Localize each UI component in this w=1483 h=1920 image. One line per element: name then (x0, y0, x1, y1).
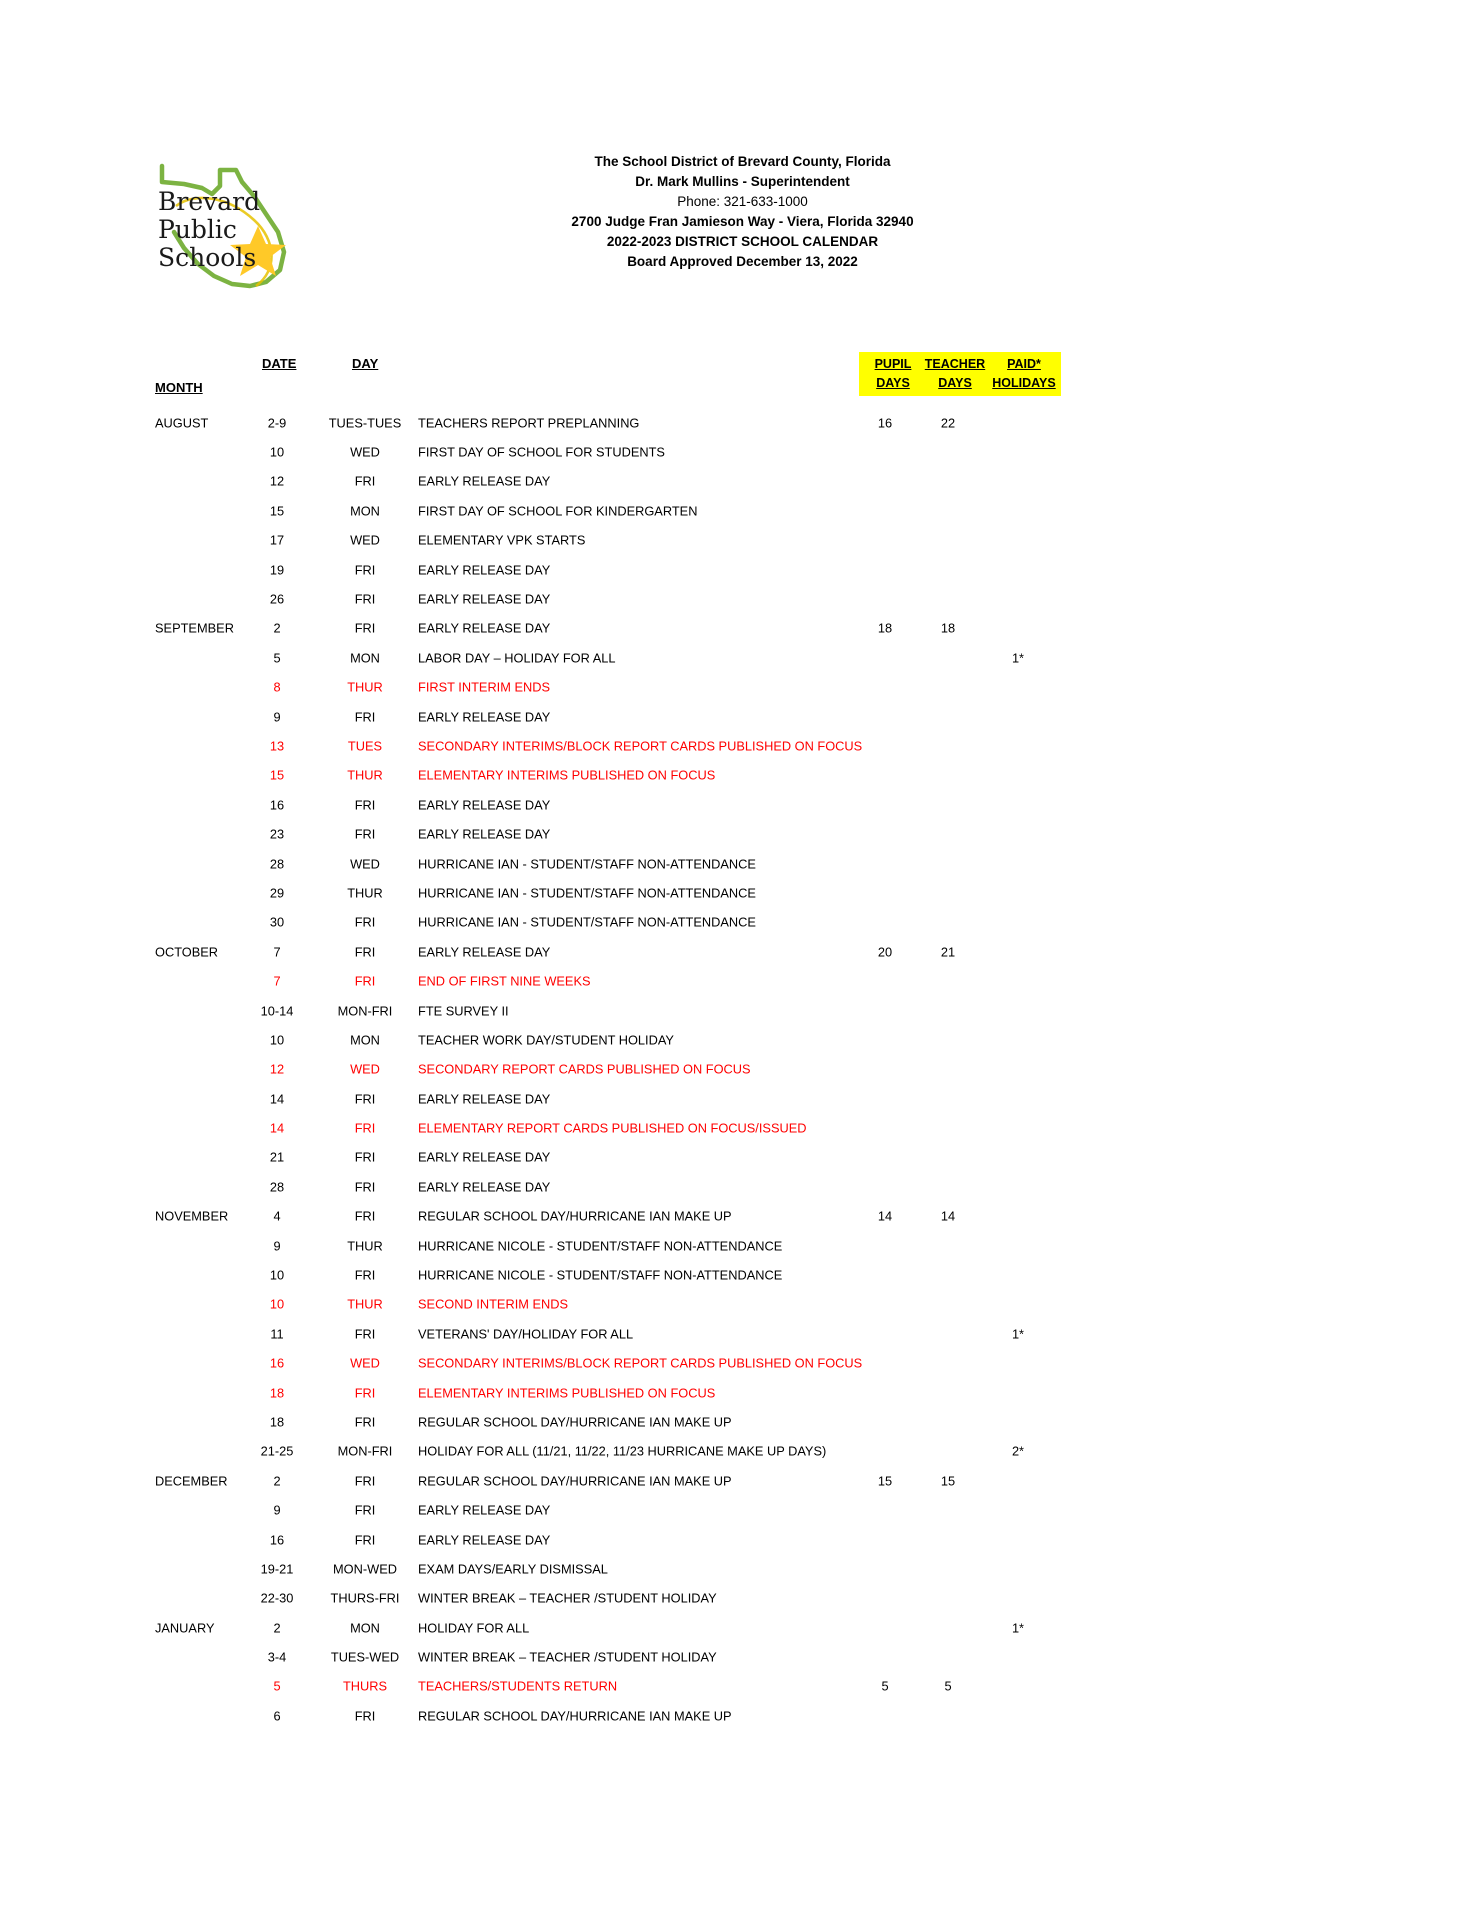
table-row (0, 467, 1483, 496)
table-row (0, 1466, 1483, 1495)
row-date: 30 (269, 914, 285, 930)
row-month: DECEMBER (155, 1473, 228, 1489)
row-day: TUES-WED (330, 1649, 400, 1665)
row-day: FRI (354, 1414, 376, 1430)
table-row (0, 408, 1483, 437)
row-date: 5 (273, 650, 281, 666)
teacher-days-line1: TEACHER (924, 357, 986, 371)
row-date: 16 (269, 1532, 285, 1548)
row-day: TUES-TUES (328, 415, 402, 431)
row-event: REGULAR SCHOOL DAY/HURRICANE IAN MAKE UP (418, 1708, 732, 1724)
table-row (0, 731, 1483, 760)
row-pupil-days: 16 (877, 415, 893, 431)
paid-holidays-line1: PAID* (1007, 357, 1041, 371)
column-header-month: MONTH (155, 380, 203, 395)
row-date: 2 (273, 1620, 281, 1636)
row-teacher-days: 14 (940, 1208, 956, 1224)
table-row (0, 1378, 1483, 1407)
row-event: EARLY RELEASE DAY (418, 944, 551, 960)
column-header-teacher-days (921, 355, 989, 393)
calendar-title: 2022-2023 DISTRICT SCHOOL CALENDAR (606, 234, 879, 249)
row-day: FRI (354, 1149, 376, 1165)
table-row (0, 1349, 1483, 1378)
row-date: 22-30 (260, 1590, 294, 1606)
district-phone: Phone: 321-633-1000 (677, 194, 808, 209)
row-date: 28 (269, 856, 285, 872)
row-date: 21 (269, 1149, 285, 1165)
row-date: 7 (273, 973, 281, 989)
row-date: 23 (269, 826, 285, 842)
row-paid-holidays: 1* (1011, 1620, 1025, 1636)
row-day: THUR (347, 885, 383, 901)
table-row (0, 1260, 1483, 1289)
row-paid-holidays: 1* (1011, 1326, 1025, 1342)
row-date: 19 (269, 562, 285, 578)
row-event: HURRICANE IAN - STUDENT/STAFF NON-ATTENDANCE (418, 914, 756, 930)
row-day: FRI (354, 1502, 376, 1518)
row-event: FIRST INTERIM ENDS (418, 679, 551, 695)
row-date: 10 (269, 1267, 285, 1283)
table-row (0, 1437, 1483, 1466)
row-day: MON (350, 1620, 380, 1636)
row-day: FRI (354, 1473, 376, 1489)
row-day: THURS-FRI (330, 1590, 400, 1606)
row-date: 15 (269, 767, 285, 783)
row-day: WED (350, 856, 380, 872)
row-date: 10 (269, 444, 285, 460)
row-event: EARLY RELEASE DAY (418, 1149, 551, 1165)
row-event: ELEMENTARY INTERIMS PUBLISHED ON FOCUS (418, 1385, 716, 1401)
row-event: END OF FIRST NINE WEEKS (418, 973, 591, 989)
row-event: EXAM DAYS/EARLY DISMISSAL (418, 1561, 608, 1577)
table-row (0, 1701, 1483, 1730)
row-event: WINTER BREAK – TEACHER /STUDENT HOLIDAY (418, 1649, 717, 1665)
table-row (0, 1231, 1483, 1260)
svg-text:Public: Public (158, 215, 237, 244)
row-day: THUR (347, 1238, 383, 1254)
row-date: 29 (269, 885, 285, 901)
row-paid-holidays: 2* (1011, 1443, 1025, 1459)
row-event: HURRICANE NICOLE - STUDENT/STAFF NON-ATTENDANCE (418, 1267, 783, 1283)
row-day: FRI (354, 1267, 376, 1283)
row-day: FRI (354, 944, 376, 960)
row-event: SECONDARY INTERIMS/BLOCK REPORT CARDS PUBLISHED ON FOCUS (418, 1355, 863, 1371)
row-date: 8 (273, 679, 281, 695)
row-day: FRI (354, 826, 376, 842)
row-date: 6 (273, 1708, 281, 1724)
row-teacher-days: 21 (940, 944, 956, 960)
row-day: FRI (354, 1326, 376, 1342)
row-day: FRI (354, 709, 376, 725)
row-day: THURS (342, 1678, 388, 1694)
row-day: FRI (354, 1532, 376, 1548)
row-teacher-days: 5 (944, 1678, 952, 1694)
masthead (0, 148, 1483, 293)
row-date: 16 (269, 1355, 285, 1371)
row-date: 2-9 (267, 415, 287, 431)
calendar-rows (0, 408, 1483, 1731)
table-row (0, 673, 1483, 702)
row-day: MON (350, 503, 380, 519)
row-event: EARLY RELEASE DAY (418, 473, 551, 489)
row-event: HOLIDAY FOR ALL (11/21, 11/22, 11/23 HURRICANE MAKE UP DAYS) (418, 1443, 827, 1459)
row-date: 5 (273, 1678, 281, 1694)
row-event: EARLY RELEASE DAY (418, 1091, 551, 1107)
row-date: 19-21 (260, 1561, 294, 1577)
row-event: EARLY RELEASE DAY (418, 562, 551, 578)
row-paid-holidays: 1* (1011, 650, 1025, 666)
table-row (0, 496, 1483, 525)
row-date: 7 (273, 944, 281, 960)
column-header-date: DATE (262, 356, 297, 371)
svg-text:Schools: Schools (158, 243, 257, 272)
row-date: 14 (269, 1120, 285, 1136)
column-header-day: DAY (352, 356, 379, 371)
row-date: 16 (269, 797, 285, 813)
row-event: EARLY RELEASE DAY (418, 826, 551, 842)
table-row (0, 584, 1483, 613)
row-event: EARLY RELEASE DAY (418, 620, 551, 636)
row-event: ELEMENTARY VPK STARTS (418, 532, 586, 548)
district-header (200, 152, 1285, 272)
table-row (0, 1025, 1483, 1054)
table-row (0, 1525, 1483, 1554)
row-month: SEPTEMBER (155, 620, 234, 636)
table-row (0, 761, 1483, 790)
table-row (0, 819, 1483, 848)
row-day: WED (350, 1355, 380, 1371)
row-day: FRI (354, 797, 376, 813)
district-address: 2700 Judge Fran Jamieson Way - Viera, Florida 32940 (571, 214, 914, 229)
table-row (0, 1172, 1483, 1201)
row-date: 21-25 (260, 1443, 294, 1459)
table-row (0, 526, 1483, 555)
row-pupil-days: 5 (881, 1678, 889, 1694)
row-teacher-days: 15 (940, 1473, 956, 1489)
row-date: 26 (269, 591, 285, 607)
superintendent-name: Dr. Mark Mullins - Superintendent (635, 174, 850, 189)
row-event: REGULAR SCHOOL DAY/HURRICANE IAN MAKE UP (418, 1473, 732, 1489)
row-event: LABOR DAY – HOLIDAY FOR ALL (418, 650, 616, 666)
row-month: JANUARY (155, 1620, 215, 1636)
table-row (0, 1319, 1483, 1348)
row-date: 12 (269, 1061, 285, 1077)
row-date: 3-4 (267, 1649, 287, 1665)
row-date: 4 (273, 1208, 281, 1224)
row-day: FRI (354, 1091, 376, 1107)
teacher-days-line2: DAYS (938, 376, 972, 390)
row-date: 13 (269, 738, 285, 754)
row-day: FRI (354, 620, 376, 636)
row-event: FIRST DAY OF SCHOOL FOR KINDERGARTEN (418, 503, 698, 519)
row-event: EARLY RELEASE DAY (418, 591, 551, 607)
table-column-headers (0, 352, 1483, 408)
row-event: SECONDARY REPORT CARDS PUBLISHED ON FOCUS (418, 1061, 751, 1077)
row-day: MON-WED (333, 1561, 397, 1577)
column-header-pupil-days (859, 355, 927, 393)
row-date: 11 (270, 1326, 284, 1342)
table-row (0, 1584, 1483, 1613)
row-pupil-days: 14 (877, 1208, 893, 1224)
row-date: 15 (269, 503, 285, 519)
day-count-header-highlight (859, 352, 1061, 396)
pupil-days-line2: DAYS (876, 376, 910, 390)
table-row (0, 849, 1483, 878)
table-row (0, 1495, 1483, 1524)
board-approval-date: Board Approved December 13, 2022 (627, 254, 858, 269)
table-row (0, 996, 1483, 1025)
table-row (0, 878, 1483, 907)
row-event: HURRICANE IAN - STUDENT/STAFF NON-ATTENDANCE (418, 856, 756, 872)
row-day: WED (350, 532, 380, 548)
table-row (0, 1055, 1483, 1084)
row-month: OCTOBER (155, 944, 219, 960)
column-header-paid-holidays (986, 355, 1062, 393)
row-event: TEACHER WORK DAY/STUDENT HOLIDAY (418, 1032, 674, 1048)
table-row (0, 437, 1483, 466)
row-date: 12 (269, 473, 285, 489)
row-event: REGULAR SCHOOL DAY/HURRICANE IAN MAKE UP (418, 1208, 732, 1224)
row-day: FRI (354, 914, 376, 930)
row-date: 2 (273, 1473, 281, 1489)
row-day: FRI (354, 1120, 376, 1136)
row-event: SECOND INTERIM ENDS (418, 1296, 569, 1312)
row-event: SECONDARY INTERIMS/BLOCK REPORT CARDS PUBLISHED ON FOCUS (418, 738, 863, 754)
table-row (0, 790, 1483, 819)
row-event: EARLY RELEASE DAY (418, 1502, 551, 1518)
pupil-days-line1: PUPIL (874, 357, 912, 371)
row-event: FTE SURVEY II (418, 1003, 509, 1018)
row-pupil-days: 15 (877, 1473, 893, 1489)
table-row (0, 1290, 1483, 1319)
row-date: 10 (269, 1032, 285, 1048)
table-row (0, 937, 1483, 966)
row-date: 28 (269, 1179, 285, 1195)
table-row (0, 614, 1483, 643)
row-event: FIRST DAY OF SCHOOL FOR STUDENTS (418, 444, 665, 460)
table-row (0, 1407, 1483, 1436)
table-row (0, 966, 1483, 995)
row-date: 10 (269, 1296, 285, 1312)
row-date: 10-14 (260, 1003, 294, 1018)
row-event: VETERANS' DAY/HOLIDAY FOR ALL (418, 1326, 634, 1342)
row-date: 18 (269, 1385, 285, 1401)
row-event: EARLY RELEASE DAY (418, 1532, 551, 1548)
row-day: WED (350, 444, 380, 460)
row-day: FRI (354, 1208, 376, 1224)
row-day: THUR (347, 679, 383, 695)
row-event: REGULAR SCHOOL DAY/HURRICANE IAN MAKE UP (418, 1414, 732, 1430)
table-row (0, 1642, 1483, 1671)
row-date: 17 (269, 532, 285, 548)
table-row (0, 702, 1483, 731)
row-event: EARLY RELEASE DAY (418, 1179, 551, 1195)
table-row (0, 1084, 1483, 1113)
table-row (0, 1554, 1483, 1583)
row-day: FRI (354, 562, 376, 578)
row-teacher-days: 18 (940, 620, 956, 636)
row-event: EARLY RELEASE DAY (418, 709, 551, 725)
row-day: THUR (347, 767, 383, 783)
table-row (0, 643, 1483, 672)
table-row (0, 908, 1483, 937)
table-row (0, 555, 1483, 584)
row-event: ELEMENTARY REPORT CARDS PUBLISHED ON FOCUS/ISSUED (418, 1120, 807, 1136)
row-day: WED (350, 1061, 380, 1077)
row-day: TUES (347, 738, 383, 754)
row-teacher-days: 22 (940, 415, 956, 431)
row-day: THUR (347, 1296, 383, 1312)
row-day: MON (350, 650, 380, 666)
row-date: 14 (269, 1091, 285, 1107)
row-event: EARLY RELEASE DAY (418, 797, 551, 813)
row-event: HURRICANE NICOLE - STUDENT/STAFF NON-ATTENDANCE (418, 1238, 783, 1254)
row-date: 9 (273, 1238, 281, 1254)
table-row (0, 1672, 1483, 1701)
row-pupil-days: 20 (877, 944, 893, 960)
table-row (0, 1143, 1483, 1172)
row-month: NOVEMBER (155, 1208, 229, 1224)
svg-text:Brevard: Brevard (158, 187, 261, 216)
row-event: HOLIDAY FOR ALL (418, 1620, 530, 1636)
table-row (0, 1113, 1483, 1142)
row-event: ELEMENTARY INTERIMS PUBLISHED ON FOCUS (418, 767, 716, 783)
district-name: The School District of Brevard County, Florida (594, 154, 891, 169)
row-day: FRI (354, 1708, 376, 1724)
paid-holidays-line2: HOLIDAYS (992, 376, 1056, 390)
row-day: MON (350, 1032, 380, 1048)
row-event: TEACHERS REPORT PREPLANNING (418, 415, 640, 431)
row-date: 18 (269, 1414, 285, 1430)
row-pupil-days: 18 (877, 620, 893, 636)
row-date: 2 (273, 620, 281, 636)
row-day: FRI (354, 973, 376, 989)
table-row (0, 1613, 1483, 1642)
row-day: MON-FRI (337, 1003, 393, 1018)
row-date: 9 (273, 709, 281, 725)
row-day: MON-FRI (337, 1443, 393, 1459)
row-month: AUGUST (155, 415, 209, 431)
row-event: HURRICANE IAN - STUDENT/STAFF NON-ATTENDANCE (418, 885, 756, 901)
row-day: FRI (354, 591, 376, 607)
row-date: 9 (273, 1502, 281, 1518)
row-day: FRI (354, 473, 376, 489)
row-event: TEACHERS/STUDENTS RETURN (418, 1678, 618, 1694)
table-row (0, 1202, 1483, 1231)
row-day: FRI (354, 1179, 376, 1195)
row-day: FRI (354, 1385, 376, 1401)
row-event: WINTER BREAK – TEACHER /STUDENT HOLIDAY (418, 1590, 717, 1606)
